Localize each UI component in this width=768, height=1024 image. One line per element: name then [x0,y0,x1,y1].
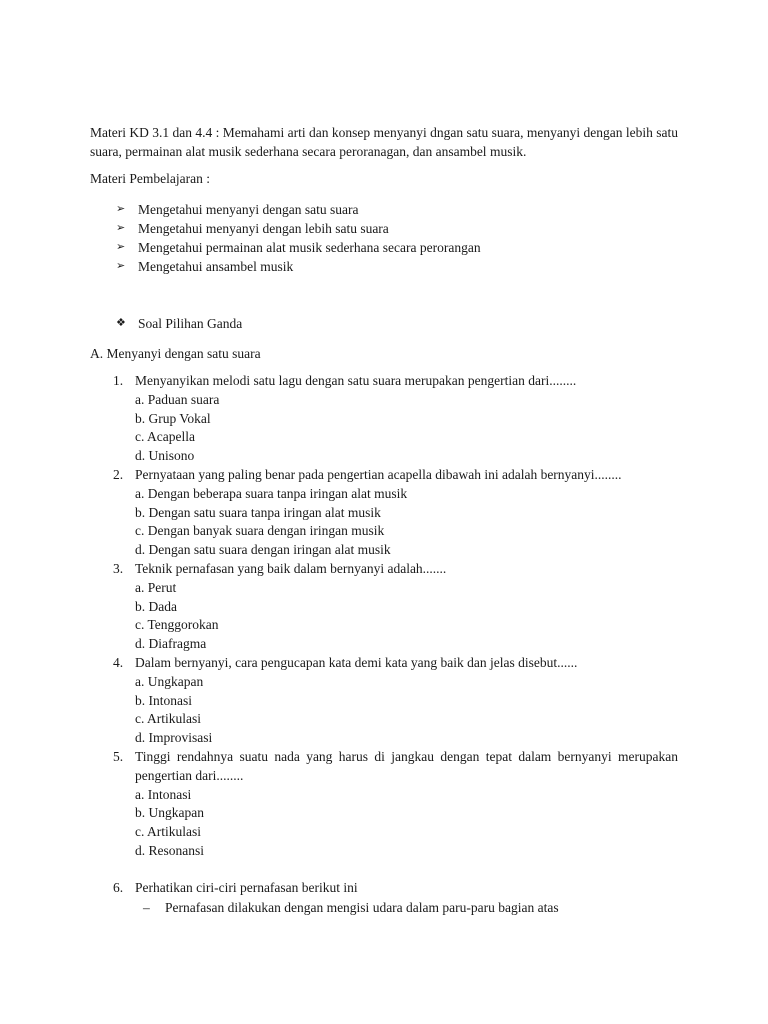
materi-item-text: Mengetahui menyanyi dengan lebih satu suara [138,221,389,236]
question-item [113,879,678,917]
option-item: b. Dengan satu suara tanpa iringan alat musik [135,504,381,520]
option-list [113,673,678,748]
option-item: c. Artikulasi [135,711,201,727]
option-list [113,485,678,560]
materi-item [116,219,481,238]
option-item: c. Acapella [135,429,195,445]
arrow-bullet-icon: ➢ [116,260,126,272]
arrow-bullet-icon: ➢ [116,222,126,234]
option-item: a. Paduan suara [135,391,220,407]
materi-item-text: Mengetahui menyanyi dengan satu suara [138,202,359,217]
materi-item [116,200,481,219]
dash-bullet-icon: – [143,899,150,915]
option-item: b. Ungkapan [135,805,204,821]
question-number: 4. [113,654,124,670]
option-item: d. Resonansi [135,842,204,858]
option-item: a. Intonasi [135,786,192,802]
option-item: d. Diafragma [135,636,207,652]
option-list [113,391,678,466]
intro-paragraph: Materi KD 3.1 dan 4.4 : Memahami arti dan konsep menyanyi dngan satu suara, menyanyi dengan lebih satu suara, permainan alat musik sederhana secara peroranagan, dan ansambel musik. [90,125,678,159]
question-text: Pernyataan yang paling benar pada pengertian acapella dibawah ini adalah bernyanyi........ [135,466,622,482]
question-item [113,654,678,748]
question-item [113,560,678,654]
materi-item [116,238,481,257]
arrow-bullet-icon: ➢ [116,241,126,253]
option-item: a. Dengan beberapa suara tanpa iringan alat musik [135,485,408,501]
materi-item-text: Mengetahui ansambel musik [138,259,294,274]
option-item: b. Dada [135,598,177,614]
question-text: Menyanyikan melodi satu lagu dengan satu suara merupakan pengertian dari........ [135,373,577,388]
option-item: c. Artikulasi [135,824,201,840]
option-item: b. Intonasi [135,692,192,708]
option-item: c. Tenggorokan [135,617,219,633]
option-item: c. Dengan banyak suara dengan iringan musik [135,523,385,539]
option-item: d. Unisono [135,448,195,464]
materi-label: Materi Pembelajaran : [90,171,210,186]
question-text: Dalam bernyanyi, cara pengucapan kata demi kata yang baik dan jelas disebut...... [135,654,578,670]
materi-item-text: Mengetahui permainan alat musik sederhana secara perorangan [138,240,481,255]
question-text: Teknik pernafasan yang baik dalam bernyanyi adalah....... [135,560,447,576]
soal-heading [116,314,242,333]
question-list [113,372,678,917]
sub-item [143,898,678,917]
materi-item [116,257,481,276]
option-item: a. Perut [135,579,177,595]
diamond-bullet-icon: ❖ [116,317,126,329]
option-item: b. Grup Vokal [135,410,211,426]
blank-line [113,861,678,879]
option-list [113,786,678,861]
question-text: Perhatikan ciri-ciri pernafasan berikut ini [135,879,358,895]
materi-list [116,200,481,276]
question-item [113,372,678,466]
sub-item-text: Pernafasan dilakukan dengan mengisi udara dalam paru-paru bagian atas [165,899,559,915]
question-number: 1. [113,373,124,388]
option-item: d. Improvisasi [135,730,213,746]
question-number: 2. [113,466,124,482]
question-number: 3. [113,560,124,576]
question-item [113,748,678,861]
option-item: d. Dengan satu suara dengan iringan alat musik [135,542,391,558]
option-list [113,579,678,654]
soal-title: Soal Pilihan Ganda [138,316,243,331]
question-number: 6. [113,879,124,895]
section-heading: A. Menyanyi dengan satu suara [90,346,261,361]
arrow-bullet-icon: ➢ [116,203,126,215]
sub-list [113,898,678,917]
question-item [113,466,678,560]
question-text: Tinggi rendahnya suatu nada yang harus di jangkau dengan tepat dalam bernyanyi merupakan pengertian dari........ [135,748,678,783]
option-item: a. Ungkapan [135,673,204,689]
question-number: 5. [113,748,124,764]
